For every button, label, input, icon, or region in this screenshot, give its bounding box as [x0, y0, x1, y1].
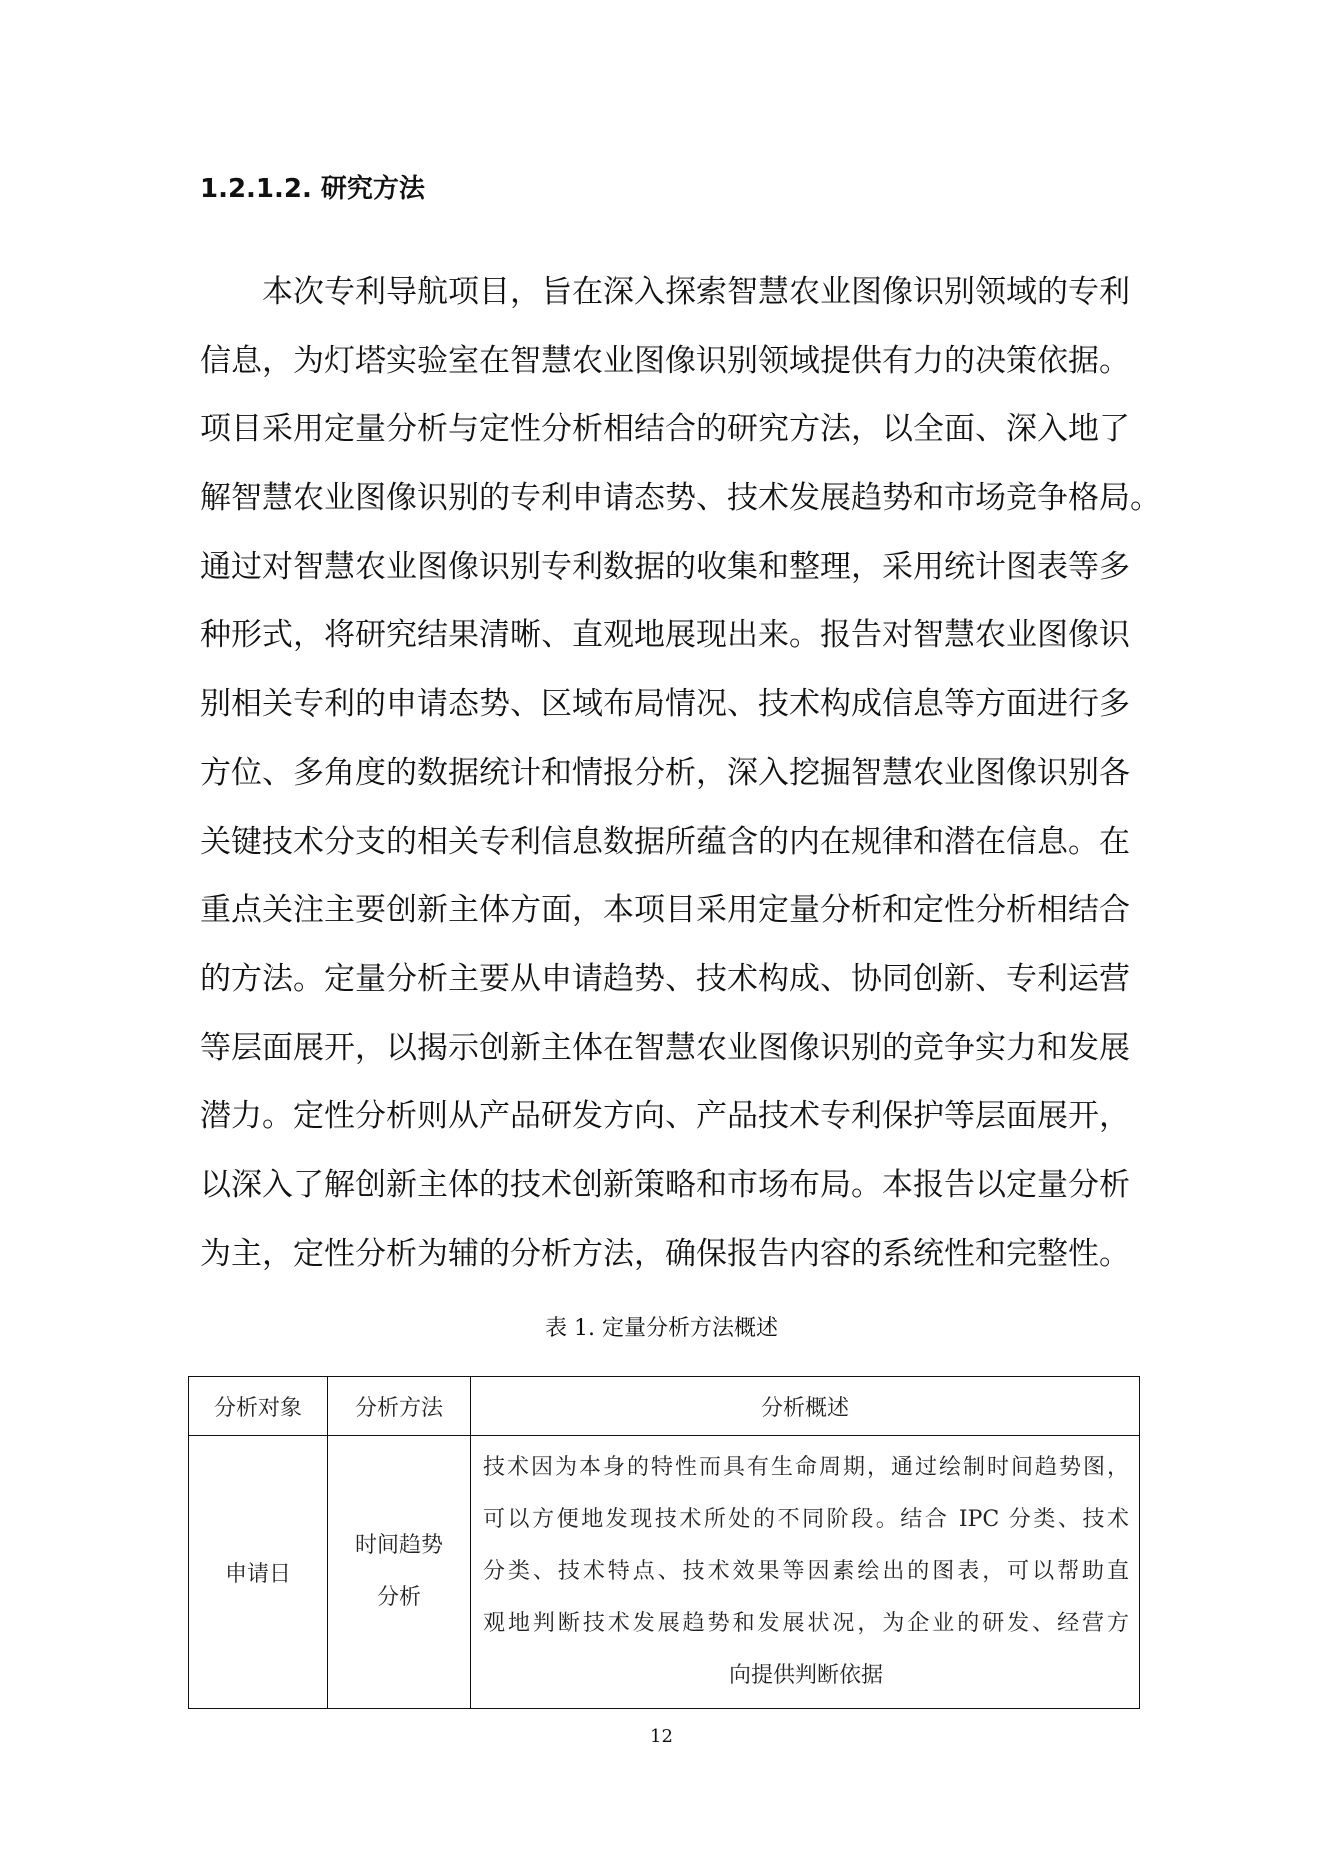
page-number: 12	[650, 1726, 673, 1747]
paragraph-line: 信息，为灯塔实验室在智慧农业图像识别领域提供有力的决策依据。	[200, 342, 1130, 379]
header-cell-object: 分析对象	[189, 1377, 328, 1436]
paragraph-line: 等层面展开，以揭示创新主体在智慧农业图像识别的竞争实力和发展	[200, 1029, 1130, 1066]
cell-method-line: 时间趋势	[354, 1533, 443, 1558]
body-paragraph	[200, 258, 1161, 1288]
table-row	[189, 1436, 1140, 1709]
paragraph-line: 别相关专利的申请态势、区域布局情况、技术构成信息等方面进行多	[200, 686, 1130, 723]
paragraph-line: 解智慧农业图像识别的专利申请态势、技术发展趋势和市场竞争格局。	[200, 480, 1161, 517]
cell-method-line: 分析	[376, 1585, 421, 1610]
paragraph-line: 本次专利导航项目，旨在深入探索智慧农业图像识别领域的专利	[200, 274, 1130, 310]
header-cell-description: 分析概述	[471, 1377, 1140, 1436]
description-line: 可以方便地发现技术所处的不同阶段。结合 IPC 分类、技术	[483, 1507, 1129, 1532]
paragraph-line: 通过对智慧农业图像识别专利数据的收集和整理，采用统计图表等多	[200, 548, 1130, 585]
table-header-row	[189, 1377, 1140, 1436]
cell-method	[328, 1436, 471, 1709]
paragraph-line: 方位、多角度的数据统计和情报分析，深入挖掘智慧农业图像识别各	[200, 754, 1130, 791]
paragraph-line: 重点关注主要创新主体方面，本项目采用定量分析和定性分析相结合	[200, 892, 1130, 929]
section-heading: 1.2.1.2. 研究方法	[200, 174, 425, 204]
paragraph-line: 以深入了解创新主体的技术创新策略和市场布局。本报告以定量分析	[200, 1166, 1130, 1203]
paragraph-line: 种形式，将研究结果清晰、直观地展现出来。报告对智慧农业图像识	[200, 617, 1130, 654]
description-line: 技术因为本身的特性而具有生命周期，通过绘制时间趋势图，	[483, 1455, 1129, 1480]
description-line: 观地判断技术发展趋势和发展状况，为企业的研发、经营方	[483, 1611, 1129, 1636]
cell-object: 申请日	[189, 1436, 328, 1709]
methods-table	[188, 1376, 1140, 1709]
paragraph-line: 为主，定性分析为辅的分析方法，确保报告内容的系统性和完整性。	[200, 1235, 1130, 1272]
header-cell-method: 分析方法	[328, 1377, 471, 1436]
description-line: 向提供判断依据	[728, 1663, 883, 1688]
paragraph-line: 关键技术分支的相关专利信息数据所蕴含的内在规律和潜在信息。在	[200, 823, 1130, 860]
paragraph-line: 的方法。定量分析主要从申请趋势、技术构成、协同创新、专利运营	[200, 960, 1130, 997]
paragraph-line: 项目采用定量分析与定性分析相结合的研究方法，以全面、深入地了	[200, 411, 1130, 448]
cell-description	[471, 1436, 1140, 1709]
table-caption: 表 1. 定量分析方法概述	[545, 1316, 778, 1341]
paragraph-line: 潜力。定性分析则从产品研发方向、产品技术专利保护等层面展开，	[200, 1098, 1130, 1135]
description-line: 分类、技术特点、技术效果等因素绘出的图表，可以帮助直	[483, 1559, 1129, 1584]
